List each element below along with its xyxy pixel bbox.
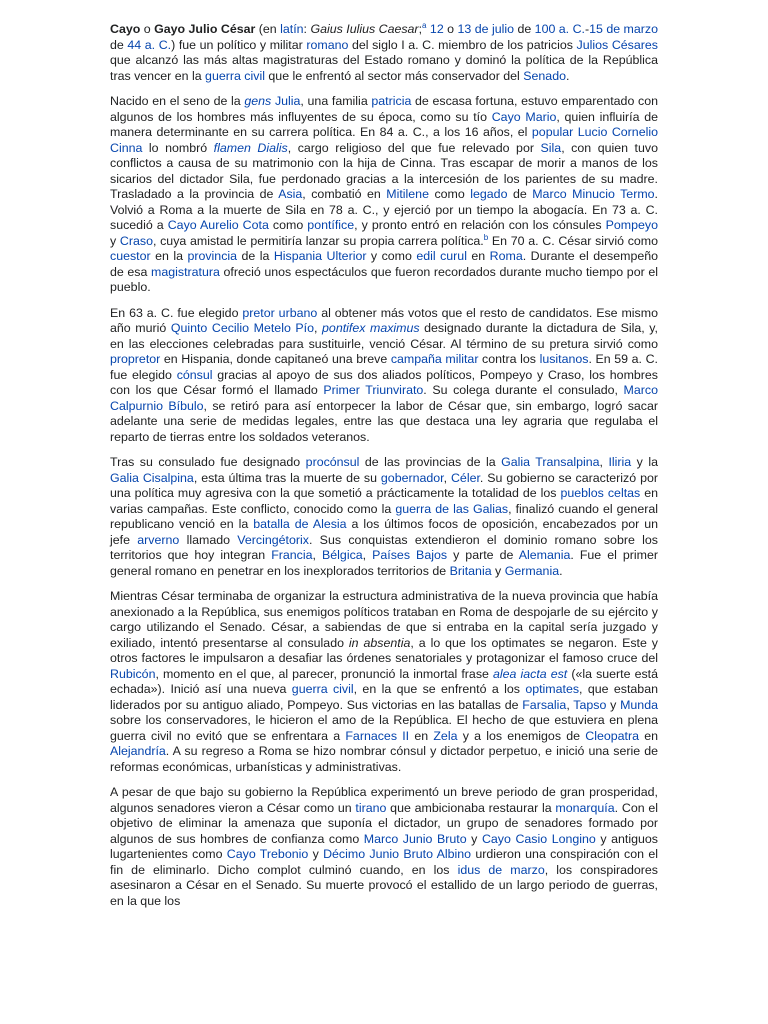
inline-link[interactable]: Bélgica <box>322 548 363 562</box>
inline-link[interactable]: pontifex maximus <box>322 321 420 335</box>
inline-link[interactable]: Céler <box>450 470 480 485</box>
inline-link[interactable]: lusitanos <box>539 352 589 366</box>
inline-text: in absentia <box>348 635 411 650</box>
inline-link[interactable]: Marco Junio Bruto <box>363 831 467 846</box>
inline-link[interactable]: Cayo Casio Longino <box>481 831 596 846</box>
inline-link[interactable]: Galia Cisalpina <box>110 470 194 485</box>
inline-link[interactable]: pretor urbano <box>242 305 318 320</box>
inline-link[interactable]: Craso <box>119 233 153 248</box>
inline-link[interactable]: 100 a. C. <box>534 22 585 36</box>
inline-link[interactable]: Alemania <box>518 548 571 562</box>
paragraph: A pesar de que bajo su gobierno la República experimentó un breve periodo de gran prosperidad, algunos senadores vieron a César como un tirano que ambicionaba restaurar la monarquía. Con el objetivo de eliminar la amenaza que suponía el dictador, un grupo de senadores formado por algunos de sus hombres de confianza como Marco Junio Bruto y Cayo Casio Longino y antiguos lugartenientes como Cayo Trebonio y Décimo Junio Bruto Albino urdieron una conspiración con el fin de eliminarlo. Dicho complot culminó cuando, en los idus de marzo, los conspiradores asesinaron a César en el Senado. Su muerte provocó el estallido de un largo periodo de guerras, en la que los <box>110 785 659 908</box>
inline-link[interactable]: Roma <box>489 249 523 263</box>
inline-link[interactable]: Hispania Ulterior <box>273 249 367 263</box>
inline-link[interactable]: Décimo Junio Bruto Albino <box>323 847 472 861</box>
inline-link[interactable]: gens <box>244 94 272 108</box>
inline-link[interactable]: Farsalia <box>522 697 567 712</box>
inline-text: Gaius Iulius Caesar <box>310 22 419 36</box>
inline-link[interactable]: Munda <box>620 697 658 712</box>
inline-link[interactable]: popular <box>531 125 574 139</box>
inline-link[interactable]: guerra de las Galias <box>395 501 509 516</box>
inline-link[interactable]: 44 a. C. <box>127 37 172 52</box>
inline-link[interactable]: procónsul <box>305 455 360 469</box>
inline-link[interactable]: Julia <box>274 94 301 108</box>
inline-link[interactable]: magistratura <box>151 264 220 279</box>
inline-link[interactable]: cuestor <box>110 249 151 263</box>
inline-link[interactable]: idus de marzo <box>457 862 545 877</box>
inline-link[interactable]: Britania <box>449 563 492 578</box>
inline-link[interactable]: Vercingétorix <box>237 532 309 547</box>
inline-link[interactable]: Cleopatra <box>585 728 639 743</box>
inline-link[interactable]: optimates <box>525 682 580 696</box>
inline-link[interactable]: Mitilene <box>386 187 429 201</box>
inline-link[interactable]: Marco Calpurnio Bíbulo <box>110 383 658 413</box>
inline-link[interactable]: Cayo Mario <box>491 109 557 124</box>
inline-link[interactable]: romano <box>306 37 349 52</box>
inline-link[interactable]: Tapso <box>573 697 607 712</box>
paragraph: Mientras César terminaba de organizar la estructura administrativa de la nueva provincia que había anexionado a la República, sus enemigos políticos trataban en Roma de despojarle de su ejército y cargo utilizando el Senado. César, a sabiendas de que si entraba en la capital sería juzgado y exiliado, intentó presentarse al consulado in absentia, a lo que los optimates se negaron. Este y otros factores le impulsaron a desafiar las órdenes senatoriales y protagonizar el famoso cruce del Rubicón, momento en el que, al parecer, pronunció la inmortal frase alea iacta est («la suerte está echada»). Inició así una nueva guerra civil, en la que se enfrentó a los optimates, que estaban liderados por su antiguo aliado, Pompeyo. Sus victorias en las batallas de Farsalia, Tapso y Munda sobre los conservadores, le hicieron el amo de la República. El hecho de que estuviera en plena guerra civil no evitó que se enfrentara a Farnaces II en Zela y a los enemigos de Cleopatra en Alejandría. A su regreso a Roma se hizo nombrar cónsul y dictador perpetuo, e inició una serie de reformas económicas, urbanísticas y administrativas. <box>110 589 658 774</box>
inline-link[interactable]: batalla de Alesia <box>253 517 347 531</box>
bold-term: Gayo Julio César <box>154 22 256 36</box>
bold-term: Cayo <box>110 22 141 36</box>
inline-link[interactable]: arverno <box>137 532 180 547</box>
inline-link[interactable]: Iliria <box>608 455 632 469</box>
inline-link[interactable]: edil curul <box>416 249 467 263</box>
inline-link[interactable]: Países Bajos <box>372 548 448 562</box>
inline-link[interactable]: 15 de marzo <box>589 22 658 36</box>
inline-link[interactable]: Zela <box>433 728 458 743</box>
inline-link[interactable]: Francia <box>271 548 313 562</box>
inline-link[interactable]: legado <box>470 187 508 201</box>
inline-link[interactable]: guerra civil <box>205 68 265 83</box>
inline-link[interactable]: pueblos celtas <box>560 486 641 500</box>
inline-link[interactable]: Julios Césares <box>576 37 658 52</box>
inline-link[interactable]: guerra civil <box>291 682 354 696</box>
inline-link[interactable]: Farnaces II <box>345 728 410 743</box>
inline-link[interactable]: Alejandría <box>110 744 166 758</box>
inline-link[interactable]: Primer Triunvirato <box>323 383 424 397</box>
inline-link[interactable]: Cayo Trebonio <box>226 847 309 861</box>
inline-link[interactable]: campaña militar <box>390 352 479 366</box>
inline-link[interactable]: Asia <box>278 187 303 201</box>
inline-link[interactable]: a <box>422 20 427 30</box>
paragraph: En 63 a. C. fue elegido pretor urbano al obtener más votos que el resto de candidatos. Ese mismo año murió Quinto Cecilio Metelo Pío, pontifex maximus designado durante la dictadura de Sila, y, en las elecciones celebradas para sustituirle, venció César. Al término de su pretura sirvió como propretor en Hispania, donde capitaneó una breve campaña militar contra los lusitanos. En 59 a. C. fue elegido cónsul gracias al apoyo de sus dos aliados políticos, Pompeyo y Craso, los hombres con los que César formó el llamado Primer Triunvirato. Su colega durante el consulado, Marco Calpurnio Bíbulo, se retiró para así entorpecer la labor de César que, sin embargo, logró sacar adelante una serie de medidas legales, entre las que destaca una ley agraria que regulaba el reparto de tierras entre los soldados veteranos. <box>110 305 659 444</box>
inline-link[interactable]: Quinto Cecilio Metelo Pío <box>170 321 315 335</box>
paragraph: Tras su consulado fue designado procónsul de las provincias de la Galia Transalpina, Iliria y la Galia Cisalpina, esta última tras la muerte de su gobernador, Céler. Su gobierno se caracterizó por una política muy agresiva con la que sometió a prácticamente la totalidad de los pueblos celtas en varias campañas. Este conflicto, conocido como la guerra de las Galias, finalizó cuando el general republicano venció en la batalla de Alesia a los últimos focos de oposición, encabezados por un jefe arverno llamado Vercingétorix. Sus conquistas extendieron el dominio romano sobre los territorios que hoy integran Francia, Bélgica, Países Bajos y parte de Alemania. Fue el primer general romano en penetrar en los inexplorados territorios de Britania y Germania. <box>110 455 659 578</box>
inline-link[interactable]: Germania <box>504 563 560 578</box>
inline-link[interactable]: flamen Dialis <box>213 140 288 155</box>
inline-link[interactable]: patricia <box>371 94 412 108</box>
paragraph: Cayo o Gayo Julio César (en latín: Gaius Iulius Caesar;$^a$ 12 o 13 de julio de 100 a. C.-15 de marzo de 44 a. C.) fue un político y militar romano del siglo I a. C. miembro de los patricios Julios Césares que alcanzó las más altas magistraturas del Estado romano y dominó la política de la República tras vencer en la guerra civil que le enfrentó al sector más conservador del Senado. <box>110 20 658 83</box>
inline-link[interactable]: Sila <box>540 140 562 155</box>
article-body <box>110 22 658 919</box>
inline-link[interactable]: alea iacta est <box>492 666 568 681</box>
inline-link[interactable]: 13 de julio <box>457 22 514 36</box>
inline-link[interactable]: provincia <box>187 249 238 263</box>
inline-link[interactable]: Marco Minucio Termo <box>532 187 655 201</box>
inline-link[interactable]: Cayo Aurelio Cota <box>167 218 269 232</box>
inline-link[interactable]: Rubicón <box>110 666 156 681</box>
inline-link[interactable]: pontífice <box>307 218 355 232</box>
inline-link[interactable]: tirano <box>355 800 387 815</box>
inline-link[interactable]: gobernador <box>380 470 444 485</box>
inline-link[interactable]: b <box>483 232 489 242</box>
inline-link[interactable]: Pompeyo <box>605 218 659 232</box>
inline-link[interactable]: 12 <box>429 22 444 36</box>
paragraph: Nacido en el seno de la gens Julia, una familia patricia de escasa fortuna, estuvo emparentado con algunos de los hombres más influyentes de su época, como su tío Cayo Mario, quien influiría de manera determinante en su carrera política. En 84 a. C., a los 16 años, el popular Lucio Cornelio Cinna lo nombró flamen Dialis, cargo religioso del que fue relevado por Sila, con quien tuvo conflictos a causa de su matrimonio con la hija de Cinna. Tras escapar de morir a manos de los sicarios del dictador Sila, fue perdonado gracias a la intercesión de los parientes de su madre. Trasladado a la provincia de Asia, combatió en Mitilene como legado de Marco Minucio Termo. Volvió a Roma a la muerte de Sila en 78 a. C., y ejerció por un tiempo la abogacía. En 73 a. C. sucedió a Cayo Aurelio Cota como pontífice, y pronto entró en relación con los cónsules Pompeyo y Craso, cuya amistad le permitiría lanzar su propia carrera política.$^b$ En 70 a. C. César sirvió como cuestor en la provincia de la Hispania Ulterior y como edil curul en Roma. Durante el desempeño de esa magistratura ofreció unos espectáculos que fueron recordados durante mucho tiempo por el pueblo. <box>110 94 659 294</box>
inline-link[interactable]: latín <box>280 22 304 36</box>
inline-link[interactable]: cónsul <box>176 367 213 382</box>
inline-link[interactable]: propretor <box>110 352 161 366</box>
inline-link[interactable]: Galia Transalpina <box>501 455 600 469</box>
inline-link[interactable]: Lucio Cornelio Cinna <box>110 125 658 155</box>
inline-link[interactable]: monarquía <box>555 800 615 815</box>
inline-link[interactable]: Senado <box>523 68 566 83</box>
